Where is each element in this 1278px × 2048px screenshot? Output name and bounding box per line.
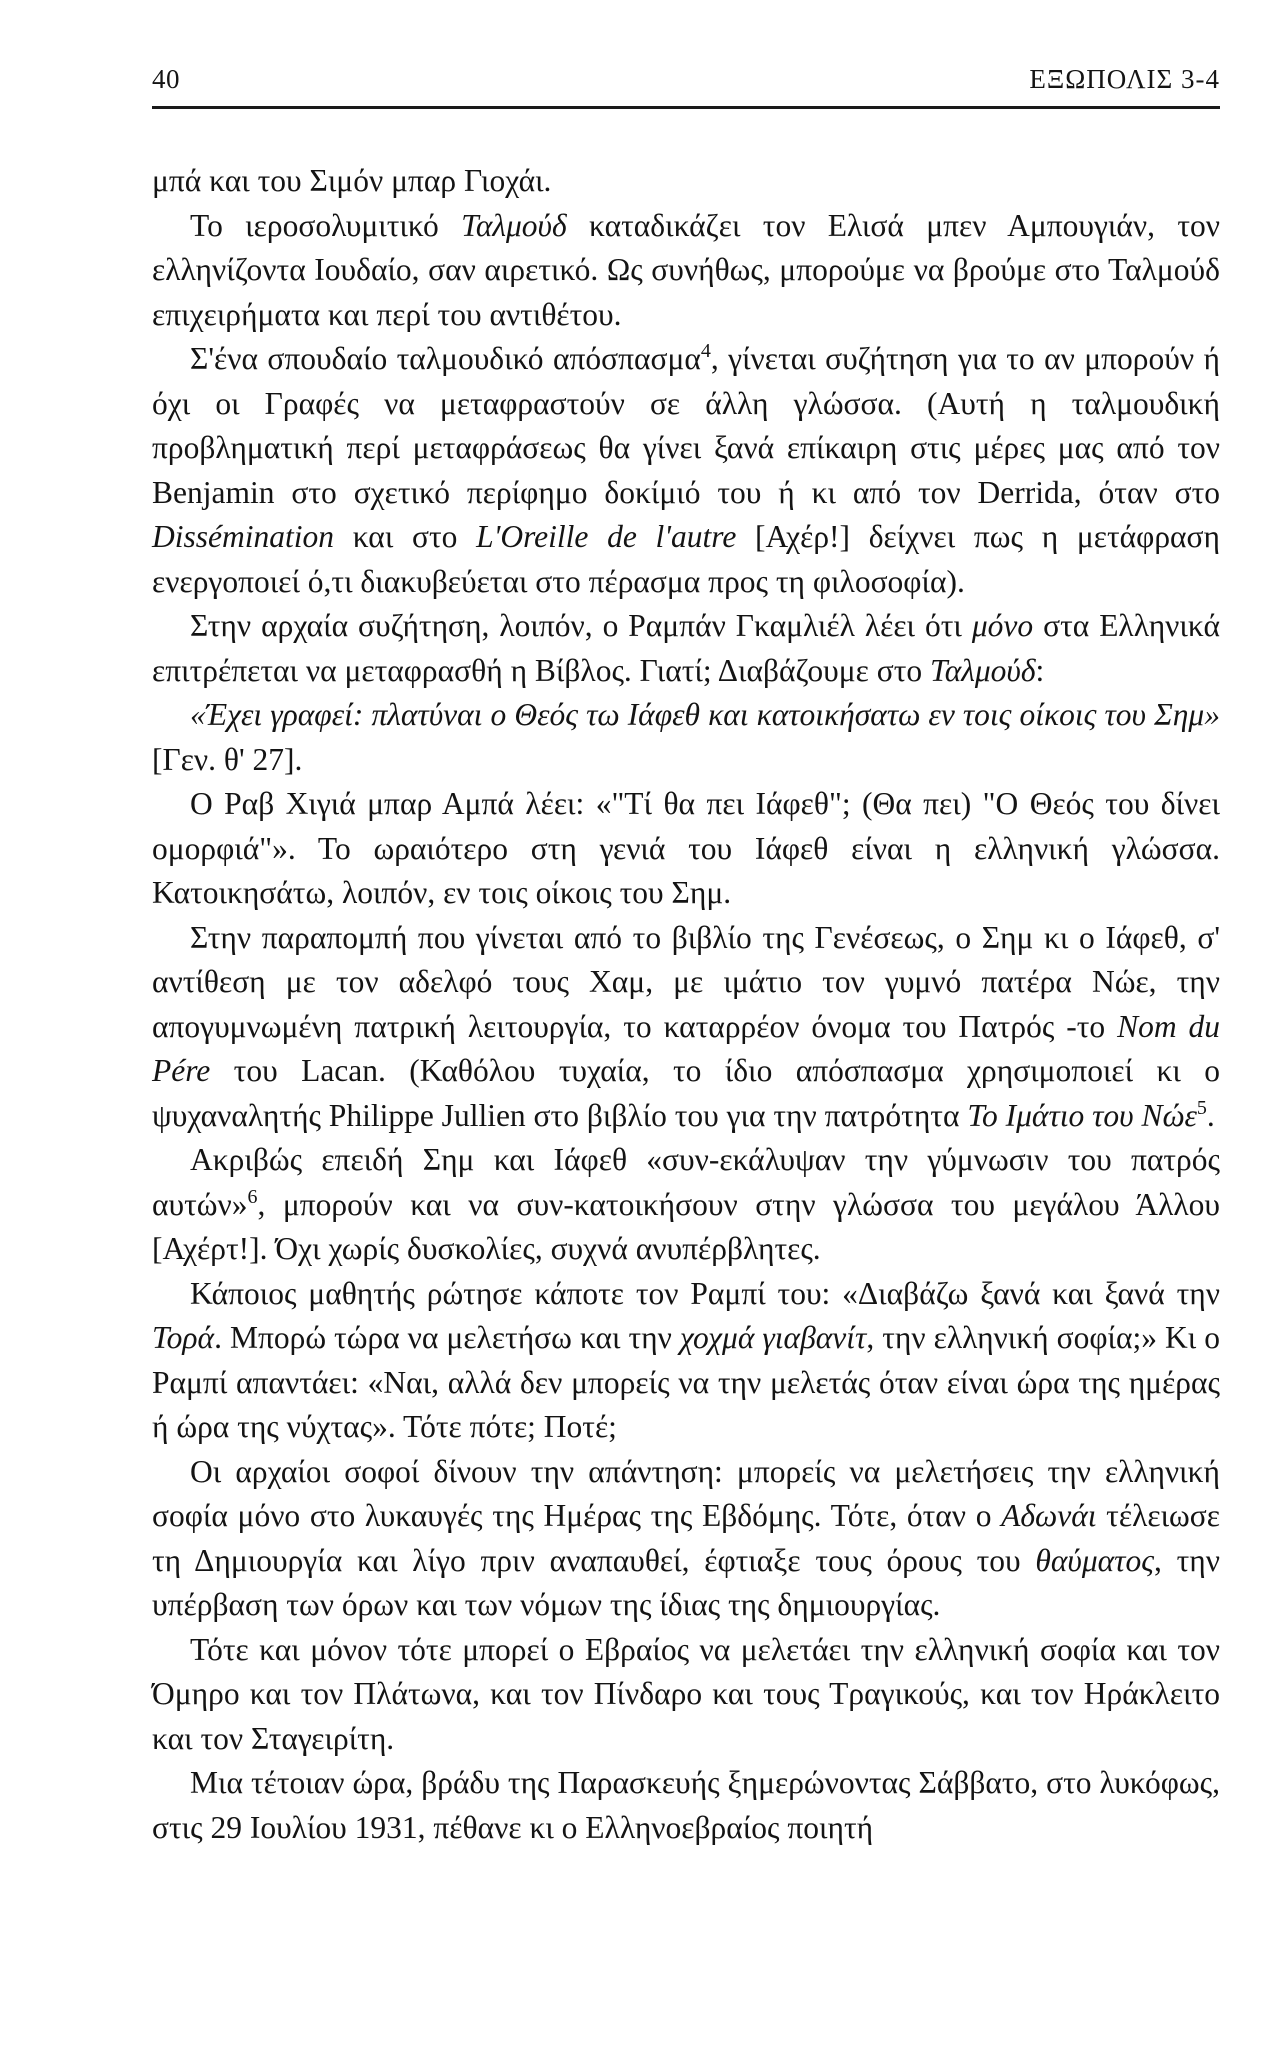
journal-title: ΕΞΩΠΟΛΙΣ 3-4 bbox=[1029, 64, 1220, 94]
paragraph: Στην αρχαία συζήτηση, λοιπόν, ο Ραμπάν Γκαμλιέλ λέει ότι μόνο στα Ελληνικά επιτρέπεται να μεταφρασθή η Βίβλος. Γιατί; Διαβάζουμε στο Ταλμούδ: bbox=[152, 608, 1220, 688]
paragraph: Οι αρχαίοι σοφοί δίνουν την απάντηση: μπορείς να μελετήσεις την ελληνική σοφία μόνο στο λυκαυγές της Ημέρας της Εβδόμης. Τότε, όταν ο Αδωνάι τέλειωσε τη Δημιουργία και λίγο πριν αναπαυθεί, έφτιαξε τους όρους του θαύματος, την υπέρβαση των όρων και των νόμων της ίδιας της δημιουργίας. bbox=[152, 1453, 1221, 1622]
page bbox=[152, 48, 1220, 1850]
paragraph: «Έχει γραφεί: πλατύναι ο Θεός τω Ιάφεθ και κατοικήσατω εν τοις οίκοις του Σημ» [Γεν. θ' 27]. bbox=[152, 697, 1220, 777]
paragraph: Σ'ένα σπουδαίο ταλμουδικό απόσπασμα$^4$, γίνεται συζήτηση για το αν μπορούν ή όχι οι Γραφές να μεταφραστούν σε άλλη γλώσσα. (Αυτή η ταλμουδική προβληματική περί μεταφράσεως θα γίνει ξανά επίκαιρη στις μέρες μας από τον Benjamin στο σχετικό περίφημο δοκίμιό του ή κι από τον Derrida, όταν στο Dissémination και στο L'Oreille de l'autre [Αχέρ!] δείχνει πως η μετάφραση ενεργοποιεί ό,τι διακυβεύεται στο πέρασμα προς τη φιλοσοφία). bbox=[152, 340, 1221, 599]
running-header bbox=[152, 48, 1220, 109]
paragraph: Τότε και μόνον τότε μπορεί ο Εβραίος να μελετάει την ελληνική σοφία και τον Όμηρο και τον Πλάτωνα, και τον Πίνδαρο και τους Τραγικούς, και τον Ηράκλειτο και τον Σταγειρίτη. bbox=[152, 1631, 1220, 1756]
paragraph: Κάποιος μαθητής ρώτησε κάποτε τον Ραμπί του: «Διαβάζω ξανά και ξανά την Τορά. Μπορώ τώρα να μελετήσω και την χοχμά γιαβανίτ, την ελληνική σοφία;» Κι ο Ραμπί απαντάει: «Ναι, αλλά δεν μπορείς να την μελετάς όταν είναι ώρα της ημέρας ή ώρα της νύχτας». Τότε πότε; Ποτέ; bbox=[152, 1275, 1220, 1444]
paragraph: Στην παραπομπή που γίνεται από το βιβλίο της Γενέσεως, ο Σημ κι ο Ιάφεθ, σ' αντίθεση με τον αδελφό τους Χαμ, με ιμάτιο τον γυμνό πατέρα Νώε, την απογυμνωμένη πατρική λειτουργία, το καταρρέον όνομα του Πατρός -το Nom du Pére του Lacan. (Καθόλου τυχαία, το ίδιο απόσπασμα χρησιμοποιεί κι ο ψυχαναλητής Philippe Jullien στο βιβλίο του για την πατρότητα Το Ιμάτιο του Νώε$^5$. bbox=[152, 919, 1221, 1133]
paragraph: Το ιεροσολυμιτικό Ταλμούδ καταδικάζει τον Ελισά μπεν Αμπουγιάν, τον ελληνίζοντα Ιουδαίο, σαν αιρετικό. Ως συνήθως, μπορούμε να βρούμε στο Ταλμούδ επιχειρήματα και περί του αντιθέτου. bbox=[152, 207, 1220, 332]
paragraph: Ακριβώς επειδή Σημ και Ιάφεθ «συν-εκάλυψαν την γύμνωσιν του πατρός αυτών»$^6$, μπορούν και να συν-κατοικήσουν στην γλώσσα του μεγάλου Άλλου [Αχέρτ!]. Όχι χωρίς δυσκολίες, συχνά ανυπέρβλητες. bbox=[152, 1142, 1220, 1266]
paragraph: Μια τέτοιαν ώρα, βράδυ της Παρασκευής ξημερώνοντας Σάββατο, στο λυκόφως, στις 29 Ιουλίου 1931, πέθανε κι ο Ελληνοεβραίος ποιητή bbox=[152, 1765, 1220, 1845]
page-number: 40 bbox=[152, 64, 180, 94]
body-text bbox=[152, 159, 1220, 1850]
paragraph: Ο Ραβ Χιγιά μπαρ Αμπά λέει: «"Τί θα πει Ιάφεθ"; (Θα πει) "Ο Θεός του δίνει ομορφιά"». Το ωραιότερο στη γενιά του Ιάφεθ είναι η ελληνική γλώσσα. Κατοικησάτω, λοιπόν, εν τοις οίκοις του Σημ. bbox=[152, 786, 1220, 910]
paragraph: μπά και του Σιμόν μπαρ Γιοχάι. bbox=[152, 163, 552, 198]
